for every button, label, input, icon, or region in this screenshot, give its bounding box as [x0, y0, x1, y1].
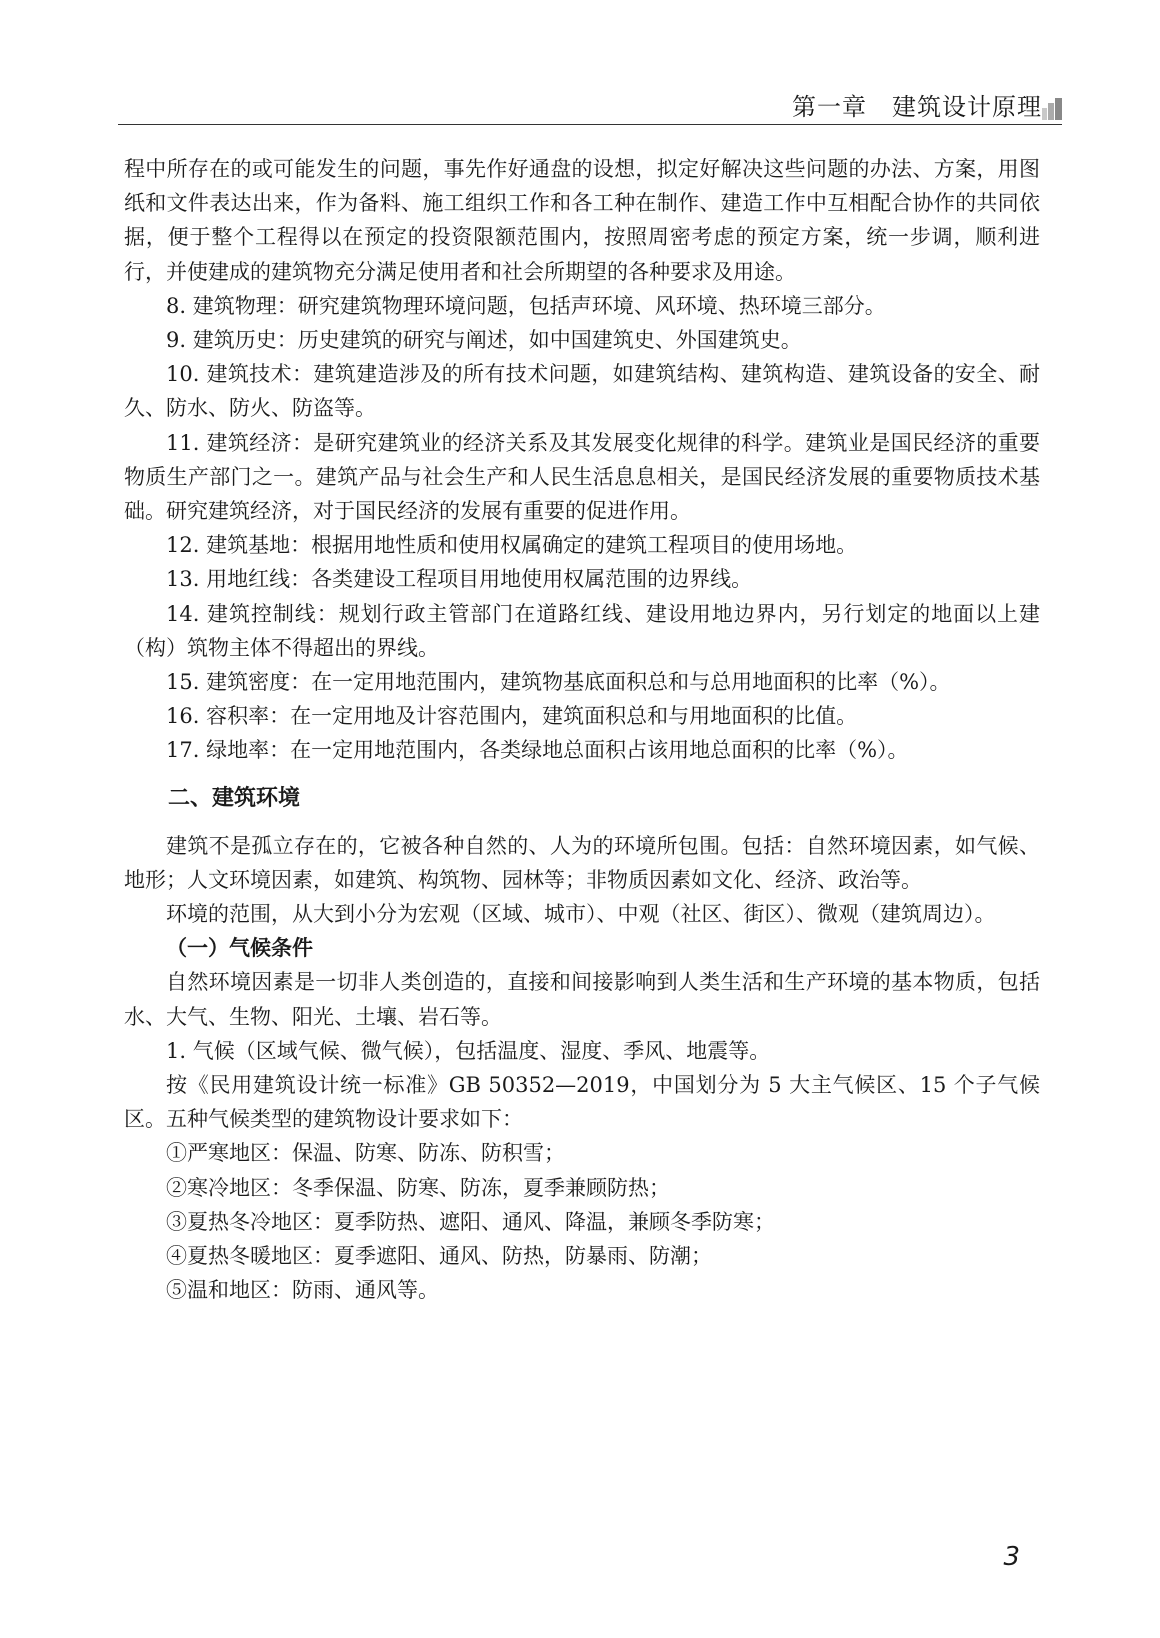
- header-decoration-icon: [1042, 98, 1062, 120]
- paragraph-item-8: 8. 建筑物理：研究建筑物理环境问题，包括声环境、风环境、热环境三部分。: [166, 293, 886, 318]
- paragraph-standard: 按《民用建筑设计统一标准》GB 50352—2019，中国划分为 5 大主气候区、15 个子气候区。五种气候类型的建筑物设计要求如下：: [124, 1073, 1040, 1132]
- page-number: 3: [1003, 1542, 1020, 1572]
- paragraph-continued: 程中所存在的或可能发生的问题，事先作好通盘的设想，拟定好解决这些问题的办法、方案，用图纸和文件表达出来，作为备料、施工组织工作和各工种在制作、建造工作中互相配合协作的共同依据，便于整个工程得以在预定的投资限额范围内，按照周密考虑的预定方案，统一步调，顺利进行，并使建成的建筑物充分满足使用者和社会所期望的各种要求及用途。: [124, 157, 1040, 284]
- subsection-heading: （一）气候条件: [166, 936, 313, 961]
- paragraph-climate: 1. 气候（区域气候、微气候），包括温度、湿度、季风、地震等。: [166, 1038, 771, 1063]
- chapter-title: 第一章 建筑设计原理: [792, 93, 1042, 121]
- paragraph-item-11: 11. 建筑经济：是研究建筑业的经济关系及其发展变化规律的科学。建筑业是国民经济的重要物质生产部门之一。建筑产品与社会生产和人民生活息息相关，是国民经济发展的重要物质技术基础。研究建筑经济，对于国民经济的发展有重要的促进作用。: [124, 430, 1040, 524]
- paragraph-item-10: 10. 建筑技术：建筑建造涉及的所有技术问题，如建筑结构、建筑构造、建筑设备的安全、耐久、防水、防火、防盗等。: [124, 362, 1040, 421]
- list-item-severe-cold: ①严寒地区：保温、防寒、防冻、防积雪；: [166, 1141, 565, 1166]
- paragraph-item-16: 16. 容积率：在一定用地及计容范围内，建筑面积总和与用地面积的比值。: [166, 704, 858, 729]
- list-item-mild: ⑤温和地区：防雨、通风等。: [166, 1278, 439, 1303]
- paragraph-item-12: 12. 建筑基地：根据用地性质和使用权属确定的建筑工程项目的使用场地。: [166, 533, 858, 558]
- paragraph-natural-factors: 自然环境因素是一切非人类创造的，直接和间接影响到人类生活和生产环境的基本物质，包括水、大气、生物、阳光、土壤、岩石等。: [124, 970, 1040, 1029]
- paragraph-item-13: 13. 用地红线：各类建设工程项目用地使用权属范围的边界线。: [166, 567, 753, 592]
- paragraph-item-15: 15. 建筑密度：在一定用地范围内，建筑物基底面积总和与总用地面积的比率（%）。: [166, 670, 951, 695]
- paragraph-item-9: 9. 建筑历史：历史建筑的研究与阐述，如中国建筑史、外国建筑史。: [166, 328, 802, 353]
- paragraph-environment-scope: 环境的范围，从大到小分为宏观（区域、城市）、中观（社区、街区）、微观（建筑周边）。: [166, 902, 996, 927]
- header-rule: [118, 124, 1062, 125]
- paragraph-item-14: 14. 建筑控制线：规划行政主管部门在道路红线、建设用地边界内，另行划定的地面以上建（构）筑物主体不得超出的界线。: [124, 601, 1040, 660]
- page-body: [124, 152, 1040, 1308]
- paragraph-item-17: 17. 绿地率：在一定用地范围内，各类绿地总面积占该用地总面积的比率（%）。: [166, 738, 909, 763]
- list-item-hot-summer-warm-winter: ④夏热冬暖地区：夏季遮阳、通风、防热，防暴雨、防潮；: [166, 1244, 712, 1269]
- paragraph-environment: 建筑不是孤立存在的，它被各种自然的、人为的环境所包围。包括：自然环境因素，如气候、地形；人文环境因素，如建筑、构筑物、园林等；非物质因素如文化、经济、政治等。: [124, 833, 1040, 892]
- list-item-hot-summer-cold-winter: ③夏热冬冷地区：夏季防热、遮阳、通风、降温，兼顾冬季防寒；: [166, 1209, 775, 1234]
- page-header: [0, 92, 1160, 132]
- section-heading: 二、建筑环境: [168, 785, 301, 811]
- list-item-cold: ②寒冷地区：冬季保温、防寒、防冻，夏季兼顾防热；: [166, 1175, 670, 1200]
